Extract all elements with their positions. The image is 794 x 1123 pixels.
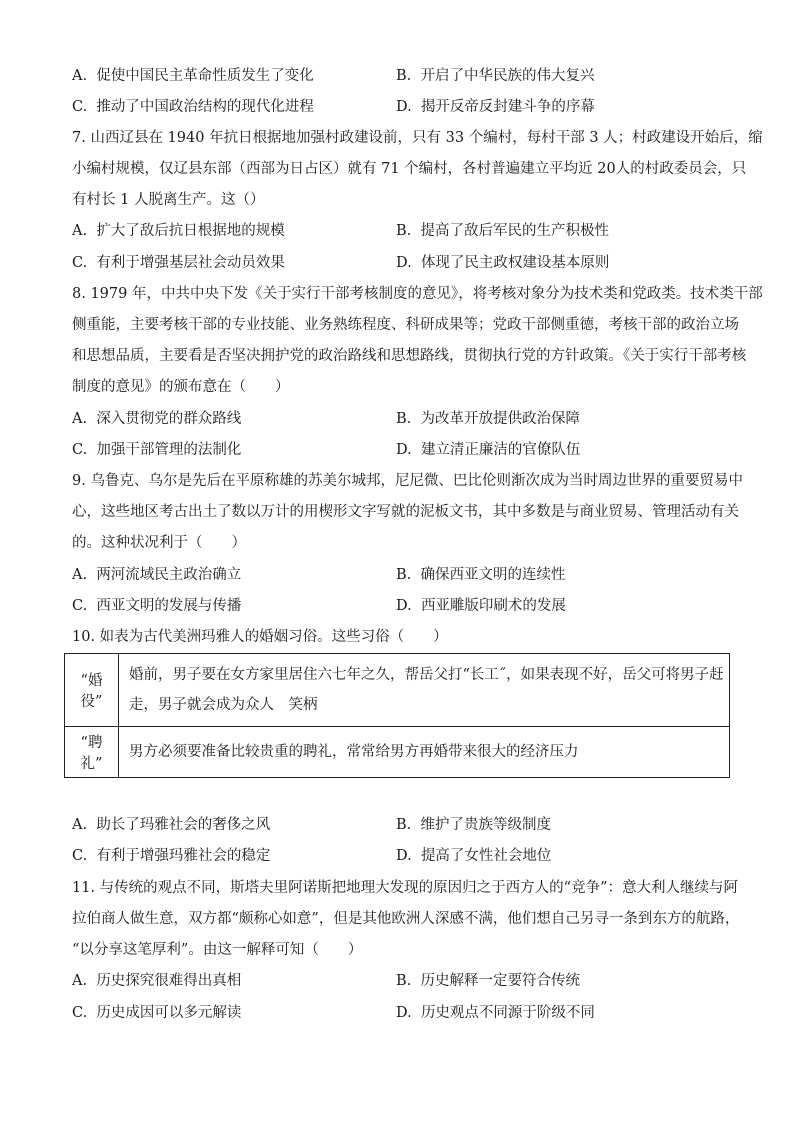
q11-option-a: A. 历史探究很难得出真相 [72, 973, 242, 989]
q6-option-a: A. 促使中国民主革命性质发生了变化 [72, 68, 314, 84]
q10-option-a: A. 助长了玛雅社会的奢侈之风 [72, 817, 271, 833]
q10-option-d: D. 提高了女性社会地位 [396, 848, 552, 864]
q9-option-b: B. 确保西亚文明的连续性 [396, 567, 566, 583]
table-desc-line: 走，男子就会成为众人 笑柄 [129, 697, 318, 713]
table-desc-line: 男方必须要准备比较贵重的聘礼，常常给男方再婚带来很大的经济压力 [129, 744, 579, 760]
q10-option-b: B. 维护了贵族等级制度 [396, 817, 551, 833]
q9-stem-line-2: 心，这些地区考古出土了数以万计的用楔形文字写就的泥板文书，其中多数是与商业贸易、管理活动有关 [72, 504, 739, 520]
q9-option-d: D. 西亚雕版印刷术的发展 [396, 598, 566, 614]
q11-option-c: C. 历史成因可以多元解读 [72, 1005, 242, 1021]
q9-option-a: A. 两河流域民主政治确立 [72, 567, 242, 583]
q7-stem-line-2: 小编村规模，仅辽县东部（西部为日占区）就有 71 个编村，各村普遍建立平均近 20人的村政委员会，只 [72, 161, 747, 177]
table-desc-line: 婚前，男子要在女方家里居住六七年之久，帮岳父打“长工˝，如果表现不好，岳父可将男子赶 [129, 667, 724, 683]
q11-option-d: D. 历史观点不同源于阶级不同 [396, 1005, 595, 1021]
q7-option-d: D. 体现了民主政权建设基本原则 [396, 255, 610, 271]
q9-option-c: C. 西亚文明的发展与传播 [72, 598, 242, 614]
q11-stem-line-1: 11. 与传统的观点不同，斯塔夫里阿诺斯把地理大发现的原因归之于西方人的“竞争”：意大利人继续与阿 [72, 880, 738, 896]
q8-stem-line-3: 和思想品质，主要看是否坚决拥护党的政治路线和思想路线，贯彻执行党的方针政策。《关于实行干部考核 [72, 348, 747, 364]
q8-stem-line-4: 制度的意见》的颁布意在（ ） [72, 379, 290, 395]
q11-stem-line-3: “以分享这笔厚利”。由这一解释可知（ ） [72, 942, 363, 958]
q10-stem: 10. 如表为古代美洲玛雅人的婚姻习俗。这些习俗（ ） [72, 629, 448, 645]
q7-option-a: A. 扩大了敌后抗日根据地的规模 [72, 223, 285, 239]
q11-stem-line-2: 拉伯商人做生意，双方都“颇称心如意”，但是其他欧洲人深感不满，他们想自己另寻一条到东方的航路， [72, 911, 740, 927]
q8-stem-line-2: 侧重能，主要考核干部的专业技能、业务熟练程度、科研成果等；党政干部侧重德，考核干部的政治立场 [72, 317, 739, 333]
q6-option-d: D. 揭开反帝反封建斗争的序幕 [396, 99, 595, 115]
q8-option-d: D. 建立清正廉洁的官僚队伍 [396, 442, 581, 458]
q11-option-b: B. 历史解释一定要符合传统 [396, 973, 580, 989]
maya-marriage-customs-table [64, 653, 730, 778]
table-term-cell: “聘礼” [65, 727, 119, 778]
table-desc-cell [119, 727, 730, 778]
table-row [65, 654, 730, 727]
q8-option-b: B. 为改革开放提供政治保障 [396, 411, 580, 427]
q8-option-a: A. 深入贯彻党的群众路线 [72, 411, 242, 427]
q9-stem-line-3: 的。这种状况利于（ ） [72, 535, 246, 551]
q10-option-c: C. 有利于增强玛雅社会的稳定 [72, 848, 271, 864]
q7-option-c: C. 有利于增强基层社会动员效果 [72, 255, 285, 271]
table-row [65, 727, 730, 778]
q6-option-b: B. 开启了中华民族的伟大复兴 [396, 68, 595, 84]
q7-stem-line-3: 有村长 1 人脱离生产。这（） [72, 192, 265, 208]
table-term-cell: “婚役” [65, 654, 119, 727]
q8-stem-line-1: 8. 1979 年，中共中央下发《关于实行干部考核制度的意见》，将考核对象分为技术类和党政类。技术类干部 [72, 286, 763, 302]
q6-option-c: C. 推动了中国政治结构的现代化进程 [72, 99, 314, 115]
table-desc-cell [119, 654, 730, 727]
q8-option-c: C. 加强干部管理的法制化 [72, 442, 242, 458]
q7-stem-line-1: 7. 山西辽县在 1940 年抗日根据地加强村政建设前，只有 33 个编村，每村干部 3 人；村政建设开始后，缩 [72, 130, 763, 146]
q9-stem-line-1: 9. 乌鲁克、乌尔是先后在平原称雄的苏美尔城邦，尼尼微、巴比伦则渐次成为当时周边世界的重要贸易中 [72, 473, 743, 489]
q7-option-b: B. 提高了敌后军民的生产积极性 [396, 223, 609, 239]
